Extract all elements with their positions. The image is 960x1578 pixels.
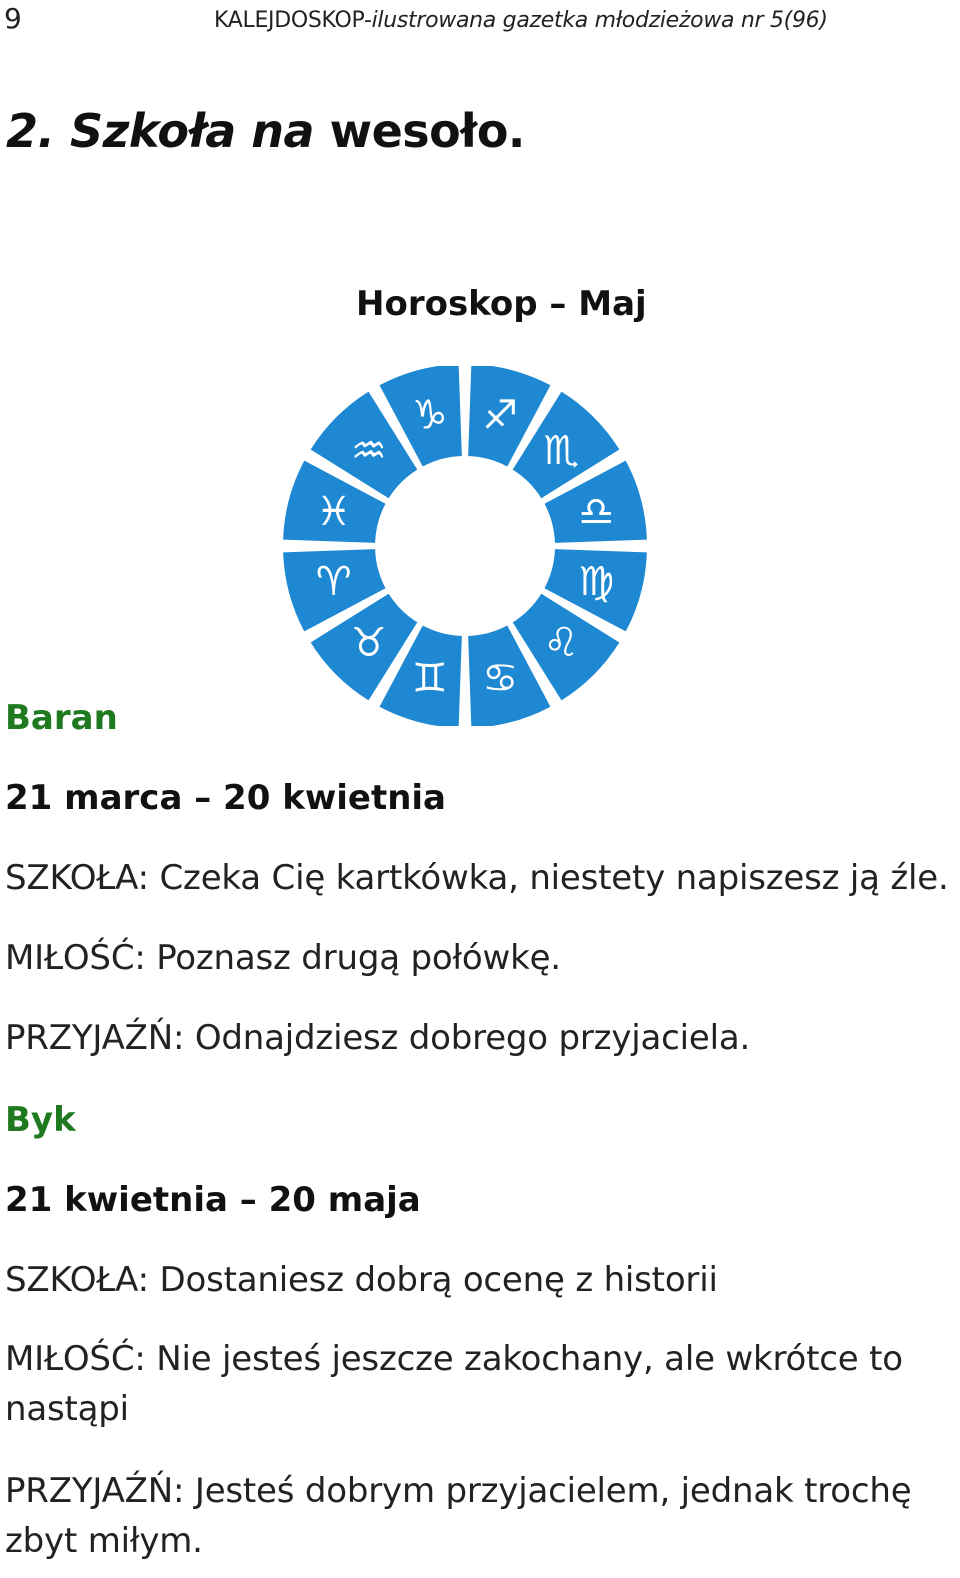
libra-icon: ♎ xyxy=(578,488,615,535)
section-number: 2. xyxy=(6,104,55,158)
capricorn-icon: ♑ xyxy=(411,392,448,439)
pisces-icon: ♓ xyxy=(315,488,352,535)
aries-icon: ♈ xyxy=(315,559,352,606)
section-title-italic: Szkoła na xyxy=(70,104,315,158)
friendship-forecast-taurus: PRZYJAŹŃ: Jesteś dobrym przyjacielem, jednak trochę zbyt miłym. xyxy=(5,1471,912,1561)
page-number: 9 xyxy=(4,2,22,35)
sign-name-taurus: Byk xyxy=(5,1100,76,1140)
gemini-icon: ♊ xyxy=(411,655,448,702)
school-forecast-aries: SZKOŁA: Czeka Cię kartkówka, niestety napiszesz ją źle. xyxy=(5,858,949,898)
scorpio-icon: ♏ xyxy=(543,427,580,474)
section-title-plain: wesoło. xyxy=(329,104,525,158)
date-range-aries: 21 marca – 20 kwietnia xyxy=(5,778,447,818)
section-title xyxy=(6,104,525,158)
cancer-icon: ♋ xyxy=(482,655,519,702)
love-forecast-aries: MIŁOŚĆ: Poznasz drugą połówkę. xyxy=(5,938,561,978)
running-header xyxy=(214,8,828,33)
taurus-icon: ♉ xyxy=(350,620,387,667)
friendship-forecast-aries: PRZYJAŹŃ: Odnajdziesz dobrego przyjaciela. xyxy=(5,1018,751,1058)
publication-name: KALEJDOSKOP- xyxy=(214,8,372,33)
horoscope-title: Horoskop – Maj xyxy=(356,284,647,324)
aquarius-icon: ♒ xyxy=(350,427,387,474)
date-range-taurus: 21 kwietnia – 20 maja xyxy=(5,1180,421,1220)
leo-icon: ♌ xyxy=(543,620,580,667)
publication-subtitle: ilustrowana gazetka młodzieżowa nr 5(96) xyxy=(371,8,828,33)
school-forecast-taurus: SZKOŁA: Dostaniesz dobrą ocenę z historii xyxy=(5,1260,718,1300)
sign-name-aries: Baran xyxy=(5,698,118,738)
love-forecast-taurus: MIŁOŚĆ: Nie jesteś jeszcze zakochany, ale wkrótce to nastąpi xyxy=(5,1339,903,1429)
sagittarius-icon: ♐ xyxy=(482,392,519,439)
virgo-icon: ♍ xyxy=(578,559,615,606)
zodiac-wheel-image xyxy=(270,366,660,726)
